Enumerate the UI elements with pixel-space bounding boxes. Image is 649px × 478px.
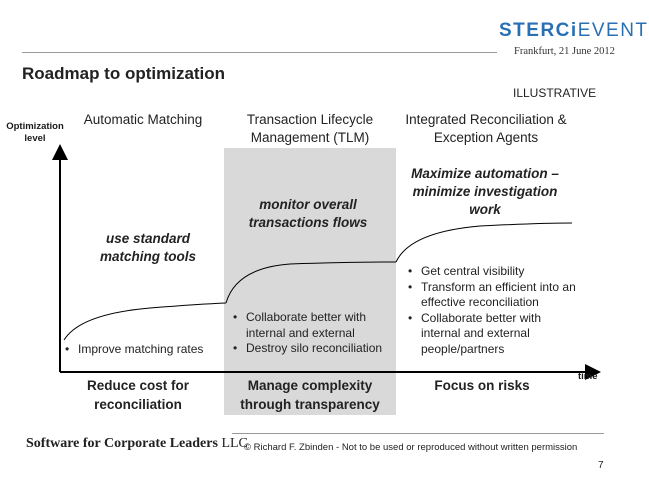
bullet-item: • Collaborate better with internal and external people/partners	[407, 311, 583, 358]
phase3-heading: Integrated Reconciliation & Exception Agents	[405, 112, 567, 145]
phase1-footer: Reduce cost for reconciliation	[86, 378, 190, 412]
phase2-footer: Manage complexity through transparency	[240, 378, 380, 412]
bullet-item: • Destroy silo reconciliation	[232, 341, 392, 357]
phase2-bullets	[232, 310, 392, 357]
page-number: 7	[598, 460, 604, 471]
phase3-emphasis: Maximize automation – minimize investigation work	[411, 166, 559, 217]
bullet-item: • Get central visibility	[407, 264, 583, 280]
brand-logo: Software for Corporate Leaders LLC	[26, 436, 248, 451]
bullet-item: • Improve matching rates	[64, 342, 224, 358]
copyright-notice: © Richard F. Zbinden - Not to be used or reproduced without written permission	[244, 442, 578, 453]
phase2-emphasis: monitor overall transactions flows	[248, 197, 368, 230]
phase1-emphasis: use standard matching tools	[99, 231, 196, 264]
event-date: Frankfurt, 21 June 2012	[514, 46, 615, 57]
illustrative-label: ILLUSTRATIVE	[513, 86, 597, 100]
phase1-curve	[64, 303, 226, 340]
phase1-bullets	[64, 342, 224, 358]
phase3-bullets	[407, 264, 583, 357]
phase1-heading: Automatic Matching	[83, 112, 203, 127]
phase2-curve	[226, 262, 396, 303]
bullet-item: • Transform an efficient into an effective reconciliation	[407, 280, 583, 311]
phase3-curve	[396, 223, 572, 262]
phase2-heading: Transaction Lifecycle Management (TLM)	[246, 112, 374, 145]
bullet-item: • Collaborate better with internal and external	[232, 310, 392, 341]
page-title: Roadmap to optimization	[22, 64, 226, 83]
x-axis-label: time	[578, 371, 598, 382]
phase3-footer: Focus on risks	[434, 378, 530, 393]
stercievent-logo: STERCiEVENT	[499, 20, 649, 41]
y-axis-label: Optimization level	[6, 121, 64, 144]
footer-rule	[232, 433, 604, 434]
